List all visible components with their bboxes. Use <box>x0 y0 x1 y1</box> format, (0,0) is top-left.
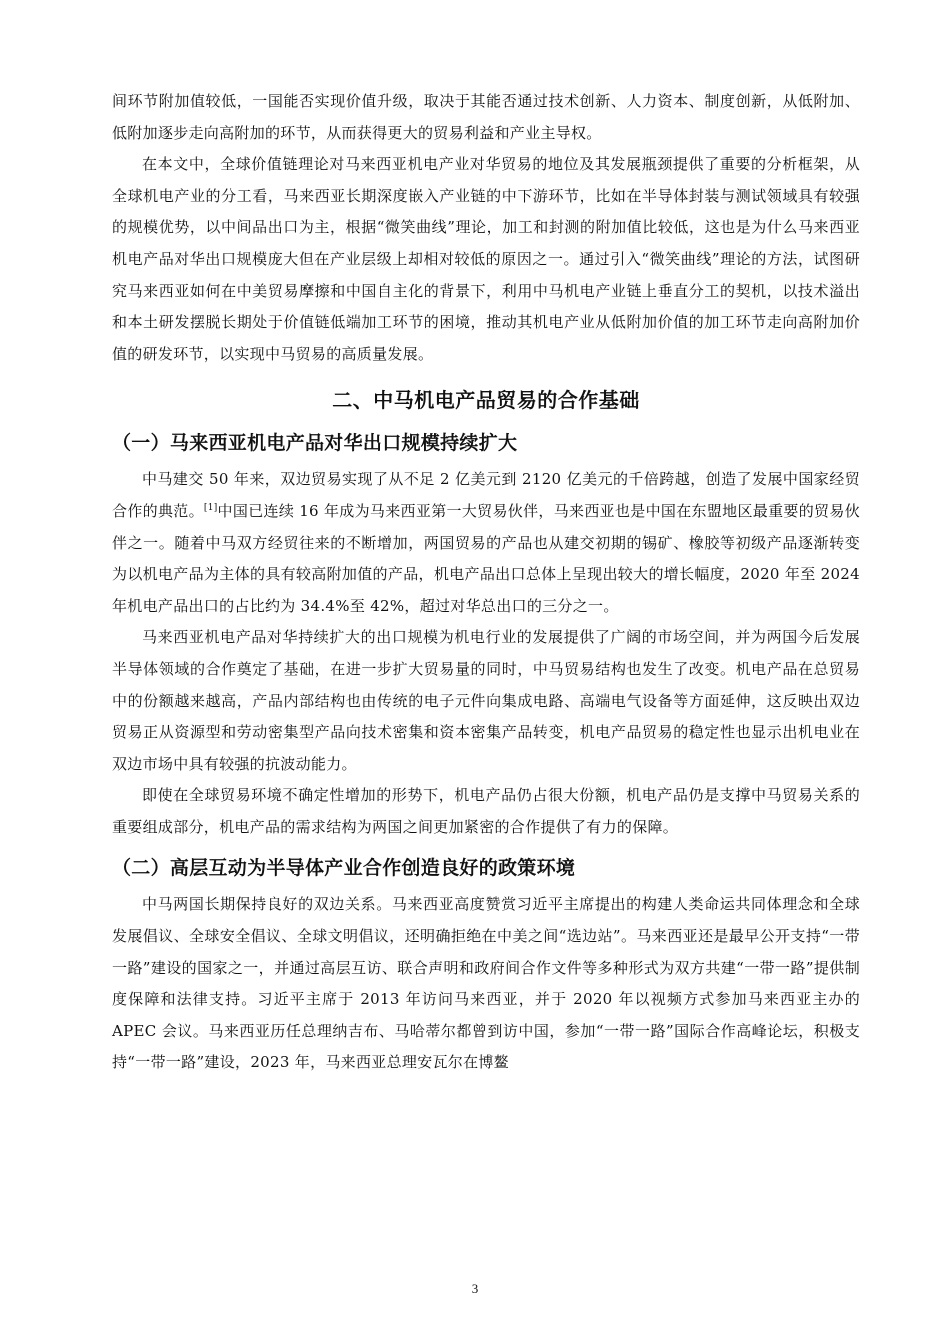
subsection-heading-2: （二）高层互动为半导体产业合作创造良好的政策环境 <box>112 857 576 880</box>
paragraph-trade-scale <box>112 464 860 622</box>
subsection-heading-1: （一）马来西亚机电产品对华出口规模持续扩大 <box>112 432 518 455</box>
paragraph-bilateral-relations: 中马两国长期保持良好的双边关系。马来西亚高度赞赏习近平主席提出的构建人类命运共同体理念和全球发展倡议、全球安全倡议、全球文明倡议，还明确拒绝在中美之间“选边站”。马来西亚还是最早公开支持“一带一路”建设的国家之一，并通过高层互访、联合声明和政府间合作文件等多种形式为双方共建“一带一路”提供制度保障和法律支持。习近平主席于 2013 年访问马来西亚，并于 2020 年以视频方式参加马来西亚主办的 APEC 会议。马来西亚历任总理纳吉布、马哈蒂尔都曾到访中国，参加“一带一路”国际合作高峰论坛，积极支持“一带一路”建设，2023 年，马来西亚总理安瓦尔在博鳌 <box>112 895 860 1072</box>
section-heading: 二、中马机电产品贸易的合作基础 <box>332 388 640 413</box>
page-content <box>112 86 860 1079</box>
citation-ref: [1] <box>203 502 218 513</box>
paragraph-trade-scale-part1: 中马建交 50 年来，双边贸易实现了从不足 2 亿美元到 2120 亿美元的千倍跨越，创造了发展中国家经贸合作的典范。 <box>112 470 860 520</box>
page-number: 3 <box>471 1281 479 1296</box>
paragraph-market-space: 马来西亚机电产品对华持续扩大的出口规模为机电行业的发展提供了广阔的市场空间，并为两国今后发展半导体领域的合作奠定了基础，在进一步扩大贸易量的同时，中马贸易结构也发生了改变。机电产品在总贸易中的份额越来越高，产品内部结构也由传统的电子元件向集成电路、高端电气设备等方面延伸，这反映出双边贸易正从资源型和劳动密集型产品向技术密集和资本密集产品转变，机电产品贸易的稳定性也显示出机电业在双边市场中具有较强的抗波动能力。 <box>112 628 860 773</box>
paragraph-framework: 在本文中，全球价值链理论对马来西亚机电产业对华贸易的地位及其发展瓶颈提供了重要的分析框架，从全球机电产业的分工看，马来西亚长期深度嵌入产业链的中下游环节，比如在半导体封装与测试领域具有较强的规模优势，以中间品出口为主，根据“微笑曲线”理论，加工和封测的附加值比较低，这也是为什么马来西亚机电产品对华出口规模庞大但在产业层级上却相对较低的原因之一。通过引入“微笑曲线”理论的方法，试图研究马来西亚如何在中美贸易摩擦和中国自主化的背景下，利用中马机电产业链上垂直分工的契机，以技术溢出和本土研发摆脱长期处于价值链低端加工环节的困境，推动其机电产业从低附加价值的加工环节走向高附加价值的研发环节，以实现中马贸易的高质量发展。 <box>112 155 860 363</box>
paragraph-trade-scale-part2: 中国已连续 16 年成为马来西亚第一大贸易伙伴，马来西亚也是中国在东盟地区最重要的贸易伙伴之一。随着中马双方经贸往来的不断增加，两国贸易的产品也从建交初期的锡矿、橡胶等初级产品逐渐转变为以机电产品为主体的具有较高附加值的产品，机电产品出口总体上呈现出较大的增长幅度，2020 年至 2024 年机电产品出口的占比约为 34.4%至 42%，超过对华总出口的三分之一。 <box>112 501 860 615</box>
paragraph-uncertainty: 即使在全球贸易环境不确定性增加的形势下，机电产品仍占很大份额，机电产品仍是支撑中马贸易关系的重要组成部分，机电产品的需求结构为两国之间更加紧密的合作提供了有力的保障。 <box>112 786 860 836</box>
paragraph-continued: 间环节附加值较低，一国能否实现价值升级，取决于其能否通过技术创新、人力资本、制度创新，从低附加、低附加逐步走向高附加的环节，从而获得更大的贸易利益和产业主导权。 <box>112 92 860 142</box>
